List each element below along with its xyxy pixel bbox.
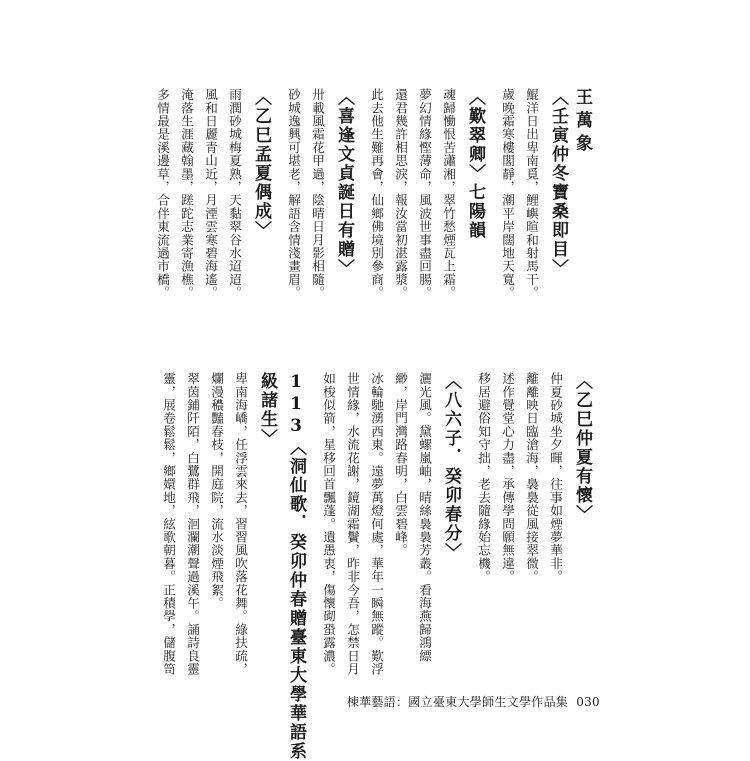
poem-line: 爛漫穠豔春枝，開庭院，流水淡煙飛絮。 — [209, 372, 224, 610]
poem-line: 緲，岸門灣路春明，白雲碧峰。 — [393, 372, 408, 557]
poem-line: 述作覺堂心力盡，承傳學問願無違。 — [500, 372, 515, 584]
poem-title-part-1 — [277, 372, 306, 761]
poem-title: 〈喜逢文貞誕日有贈〉 — [334, 88, 354, 278]
poem-title: 〈乙巳孟夏偶成〉 — [251, 88, 271, 240]
poem-line: 灑光風。黛螺嵐岫，晴絲裊裊芳叢。看海燕歸鴻縹 — [417, 372, 432, 663]
top-poems-block — [144, 88, 590, 346]
poem-line: 仲夏砂城坐夕暉，往事如煙夢華非。 — [548, 372, 563, 584]
poem-title: 〈八六子．癸卯春分〉 — [441, 372, 461, 562]
poem-line: 還君幾許相思淚，報汝當初湛露漿。 — [393, 88, 408, 300]
poem-line: 卑南海嶠，任浮雲來去，習習風吹落花舞。綠扶疏， — [233, 372, 248, 676]
poem-line: 世情緣，水流花謝，鏡湖霜鬢，昨非今吾，怎禁日月 — [345, 372, 360, 676]
poem-line: 卅載風霜花甲過，陰晴日月影相隨。 — [310, 88, 325, 300]
page-marker: 113 — [286, 372, 306, 438]
poem-title-part-2: 級諸生〉 — [257, 372, 277, 448]
poem-line: 魂歸慟恨苦瀟湘，翠竹愁煙瓦上霜。 — [441, 88, 456, 300]
poem-line: 歲晚霜寒樓閣靜，潮平岸闊地天寬。 — [500, 88, 515, 300]
poem-line: 翠茵鋪阡陌，白鷺群飛，洄瀾潮聲過溪午。誦詩良靈 — [185, 372, 200, 676]
poem-line: 夢幻情緣慳薄命，風波世事盡回腸。 — [417, 88, 432, 300]
poem-line: 雨潤砂城梅夏熟，天黏翠谷水迢迢。 — [227, 88, 242, 300]
poem-line: 風和日麗青山近，月湮雲寒碧海遙。 — [203, 88, 218, 300]
poem-line: 離離映日臨滄海，裊裊從風接翠微。 — [524, 372, 539, 584]
poem-line: 冰輪馳湧西東。遠夢萬燈何處，華年一瞬無蹤。歎浮 — [369, 372, 384, 676]
poem-title-text: 〈洞仙歌．癸卯仲春贈臺東大學華語系 — [286, 438, 306, 761]
poem-line: 淹落生涯藏翰墨，蹉跎志業寄漁樵。 — [179, 88, 194, 300]
poem-line: 鯤洋日出卑南覓，鯉嶼暄和射馬干。 — [524, 88, 539, 300]
author-name: 王萬象 — [572, 88, 592, 157]
poem-line: 多情最是溪邊草，合伴東流過市橋。 — [155, 88, 170, 300]
poem-title: 〈歎翠卿〉七陽韻 — [465, 88, 485, 240]
poem-line: 移居避俗知守拙，老去隨緣始忘機。 — [476, 372, 491, 584]
poem-title: 〈乙巳仲夏有懷〉 — [572, 372, 592, 524]
poem-title: 〈壬寅仲冬寶桑即目〉 — [548, 88, 568, 278]
poem-line: 此去他生難再會，仙鄉佛境別參商。 — [369, 88, 384, 300]
poem-line: 如梭似箭，星移回首飄蓬。遺愚衷，傷懷砌蛩露濃。 — [321, 372, 336, 676]
page-footer — [0, 693, 750, 710]
poem-line: 靈，展卷鬆鬆，鄉嬛地，絃歌朝暮。正積學，儲腹笥 — [161, 372, 176, 676]
poem-line: 砂城逸興可堪老，解語含情淺畫眉。 — [286, 88, 301, 300]
page-number: 030 — [576, 695, 600, 709]
book-title: 棟華藝語：國立臺東大學師生文學作品集 — [346, 695, 569, 709]
